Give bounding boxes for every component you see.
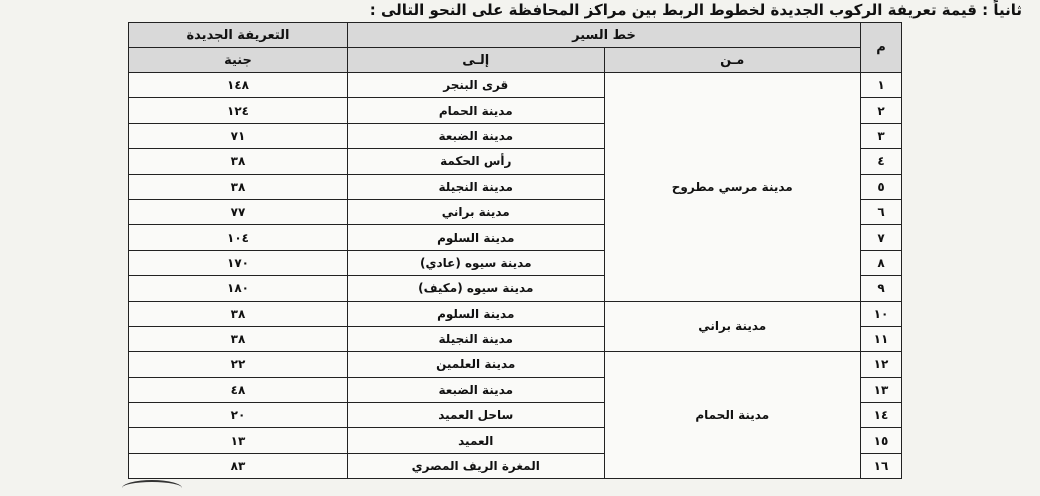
row-to: المغرة الريف المصري xyxy=(348,453,605,478)
row-to: رأس الحكمة xyxy=(348,149,605,174)
row-num: ٧ xyxy=(861,225,902,250)
header-route: خط السير xyxy=(348,23,861,48)
row-to: مدينة النجيلة xyxy=(348,174,605,199)
row-to: ساحل العميد xyxy=(348,403,605,428)
row-fare: ١٠٤ xyxy=(129,225,348,250)
row-num: ١٥ xyxy=(861,428,902,453)
row-fare: ٧٧ xyxy=(129,199,348,224)
pen-mark xyxy=(122,480,182,496)
fares-table xyxy=(128,22,902,479)
row-to: مدينة الضبعة xyxy=(348,377,605,402)
row-num: ٨ xyxy=(861,250,902,275)
row-fare: ٣٨ xyxy=(129,149,348,174)
row-to: مدينة سيوه (مكيف) xyxy=(348,276,605,301)
row-fare: ١٢٤ xyxy=(129,98,348,123)
header-fare: التعريفة الجديدة xyxy=(129,23,348,48)
row-fare: ٢٢ xyxy=(129,352,348,377)
row-num: ١٦ xyxy=(861,453,902,478)
row-to: مدينة العلمين xyxy=(348,352,605,377)
row-to: مدينة سيوه (عادي) xyxy=(348,250,605,275)
row-num: ٩ xyxy=(861,276,902,301)
header-currency: جنية xyxy=(129,48,348,73)
row-from: مدينة براني xyxy=(604,301,861,352)
row-to: مدينة الحمام xyxy=(348,98,605,123)
table-row xyxy=(129,73,902,98)
row-fare: ٣٨ xyxy=(129,301,348,326)
row-num: ١٣ xyxy=(861,377,902,402)
row-num: ٣ xyxy=(861,123,902,148)
row-fare: ١٧٠ xyxy=(129,250,348,275)
row-to: قرى البنجر xyxy=(348,73,605,98)
row-num: ١٢ xyxy=(861,352,902,377)
row-to: مدينة براني xyxy=(348,199,605,224)
section-heading: ثانياً : قيمة تعريفة الركوب الجديدة لخطوط الربط بين مراكز المحافظة على النحو التالى : xyxy=(369,1,1022,19)
row-fare: ٤٨ xyxy=(129,377,348,402)
header-row-2 xyxy=(129,48,902,73)
row-num: ١ xyxy=(861,73,902,98)
row-num: ٦ xyxy=(861,199,902,224)
row-to: مدينة النجيلة xyxy=(348,326,605,351)
header-to: إلـى xyxy=(348,48,605,73)
row-fare: ٧١ xyxy=(129,123,348,148)
row-num: ١١ xyxy=(861,326,902,351)
row-fare: ٨٣ xyxy=(129,453,348,478)
row-to: العميد xyxy=(348,428,605,453)
row-num: ١٠ xyxy=(861,301,902,326)
header-num: م xyxy=(861,23,902,73)
row-from: مدينة الحمام xyxy=(604,352,861,479)
row-to: مدينة السلوم xyxy=(348,301,605,326)
row-fare: ٢٠ xyxy=(129,403,348,428)
row-from: مدينة مرسي مطروح xyxy=(604,73,861,302)
table-row xyxy=(129,352,902,377)
row-num: ١٤ xyxy=(861,403,902,428)
row-fare: ٣٨ xyxy=(129,174,348,199)
table-row xyxy=(129,301,902,326)
row-num: ٤ xyxy=(861,149,902,174)
row-num: ٢ xyxy=(861,98,902,123)
header-from: مـن xyxy=(604,48,861,73)
row-to: مدينة السلوم xyxy=(348,225,605,250)
row-to: مدينة الضبعة xyxy=(348,123,605,148)
row-fare: ٣٨ xyxy=(129,326,348,351)
row-num: ٥ xyxy=(861,174,902,199)
header-row-1 xyxy=(129,23,902,48)
row-fare: ١٨٠ xyxy=(129,276,348,301)
row-fare: ١٣ xyxy=(129,428,348,453)
row-fare: ١٤٨ xyxy=(129,73,348,98)
